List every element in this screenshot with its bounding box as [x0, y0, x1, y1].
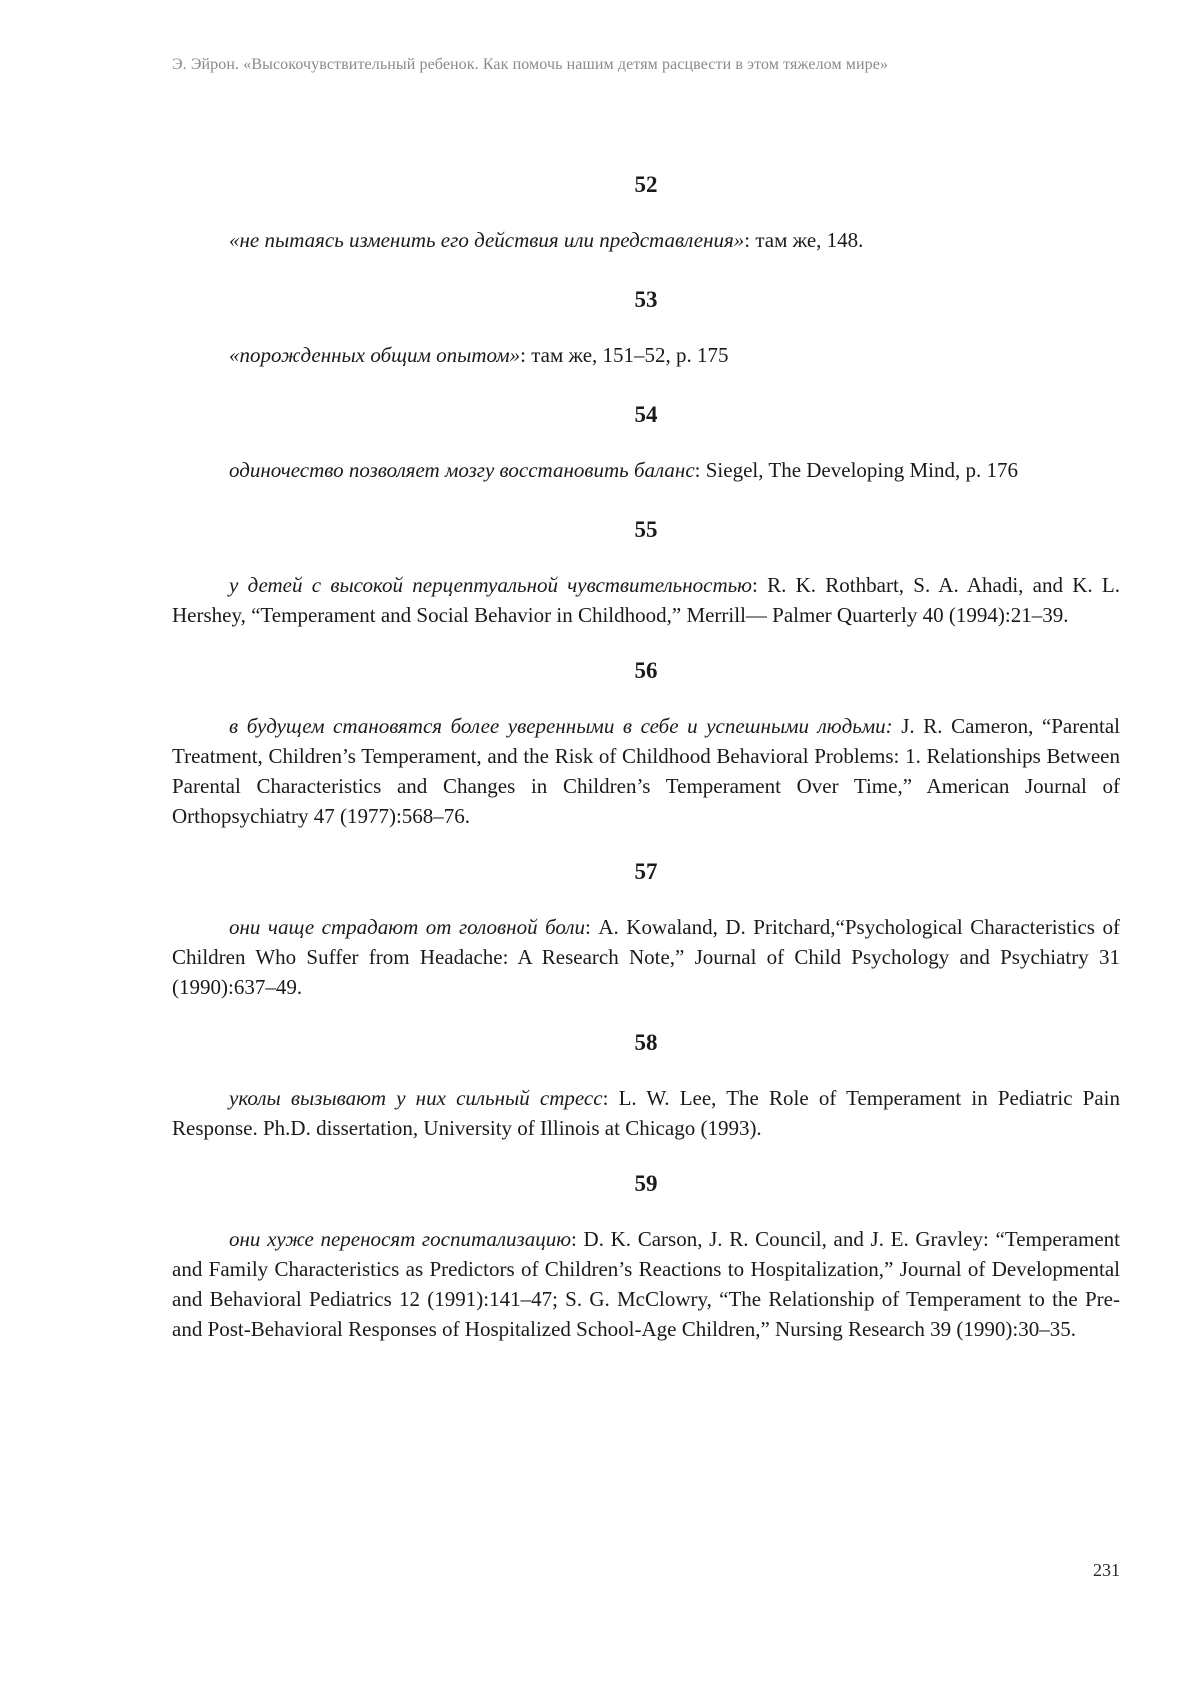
- endnote-59: [172, 1169, 1120, 1344]
- endnote-text: [172, 912, 1120, 1002]
- endnote-text: [172, 1224, 1120, 1344]
- endnote-53: [172, 285, 1120, 370]
- endnote-citation: : Siegel, The Developing Mind, p. 176: [695, 458, 1018, 482]
- endnote-57: [172, 857, 1120, 1002]
- endnote-56: [172, 656, 1120, 831]
- endnote-text: [172, 570, 1120, 630]
- endnote-quote: «порожденных общим опытом»: [229, 343, 520, 367]
- endnote-citation: J. R. Cameron, “Parental Treatment, Children’s Temperament, and the Risk of Childhood Behavioral Problems: 1. Relationships Between Parental Characteristics and Changes in Children’s Temperament Over Time,” American Journal of Orthopsychiatry 47 (1977):568–76.: [172, 714, 1120, 828]
- endnote-text: [172, 1083, 1120, 1143]
- endnote-54: [172, 400, 1120, 485]
- page-number: 231: [1093, 1560, 1120, 1581]
- endnote-52: [172, 170, 1120, 255]
- endnote-number: 58: [172, 1028, 1120, 1058]
- endnote-text: [172, 225, 1120, 255]
- endnotes-list: [172, 170, 1120, 1344]
- endnote-text: [172, 711, 1120, 831]
- endnote-number: 55: [172, 515, 1120, 545]
- endnote-text: [172, 340, 1120, 370]
- endnote-quote: в будущем становятся более уверенными в себе и успешными людьми:: [229, 714, 893, 738]
- endnote-quote: одиночество позволяет мозгу восстановить баланс: [229, 458, 695, 482]
- endnote-quote: у детей с высокой перцептуальной чувствительностью: [229, 573, 752, 597]
- endnote-quote: они хуже переносят госпитализацию: [229, 1227, 571, 1251]
- endnote-number: 57: [172, 857, 1120, 887]
- endnote-number: 59: [172, 1169, 1120, 1199]
- endnote-number: 54: [172, 400, 1120, 430]
- endnote-citation: : там же, 148.: [744, 228, 863, 252]
- running-header: Э. Эйрон. «Высокочувствительный ребенок. Как помочь нашим детям расцвести в этом тяжелом мире»: [172, 56, 1072, 74]
- endnote-citation: : L. W. Lee, The Role of Temperament in Pediatric Pain Response. Ph.D. dissertation, University of Illinois at Chicago (1993).: [172, 1086, 1120, 1140]
- endnote-citation: : R. K. Rothbart, S. A. Ahadi, and K. L. Hershey, “Temperament and Social Behavior in Childhood,” Merrill— Palmer Quarterly 40 (1994):21–39.: [172, 573, 1120, 627]
- endnote-citation: : D. K. Carson, J. R. Council, and J. E. Gravley: “Temperament and Family Characteristics as Predictors of Children’s Reactions to Hospitalization,” Journal of Developmental and Behavioral Pediatrics 12 (1991):141–47; S. G. McClowry, “The Relationship of Temperament to the Pre- and Post-Behavioral Responses of Hospitalized School-Age Children,” Nursing Research 39 (1990):30–35.: [172, 1227, 1120, 1341]
- endnote-text: [172, 455, 1120, 485]
- endnote-quote: «не пытаясь изменить его действия или представления»: [229, 228, 744, 252]
- endnote-55: [172, 515, 1120, 630]
- endnote-number: 56: [172, 656, 1120, 686]
- endnote-quote: они чаще страдают от головной боли: [229, 915, 585, 939]
- endnote-number: 52: [172, 170, 1120, 200]
- endnote-quote: уколы вызывают у них сильный стресс: [229, 1086, 603, 1110]
- endnote-number: 53: [172, 285, 1120, 315]
- endnote-citation: : там же, 151–52, p. 175: [520, 343, 728, 367]
- endnote-58: [172, 1028, 1120, 1143]
- endnote-citation: : A. Kowaland, D. Pritchard,“Psychological Characteristics of Children Who Suffer from Headache: A Research Note,” Journal of Child Psychology and Psychiatry 31 (1990):637–49.: [172, 915, 1120, 999]
